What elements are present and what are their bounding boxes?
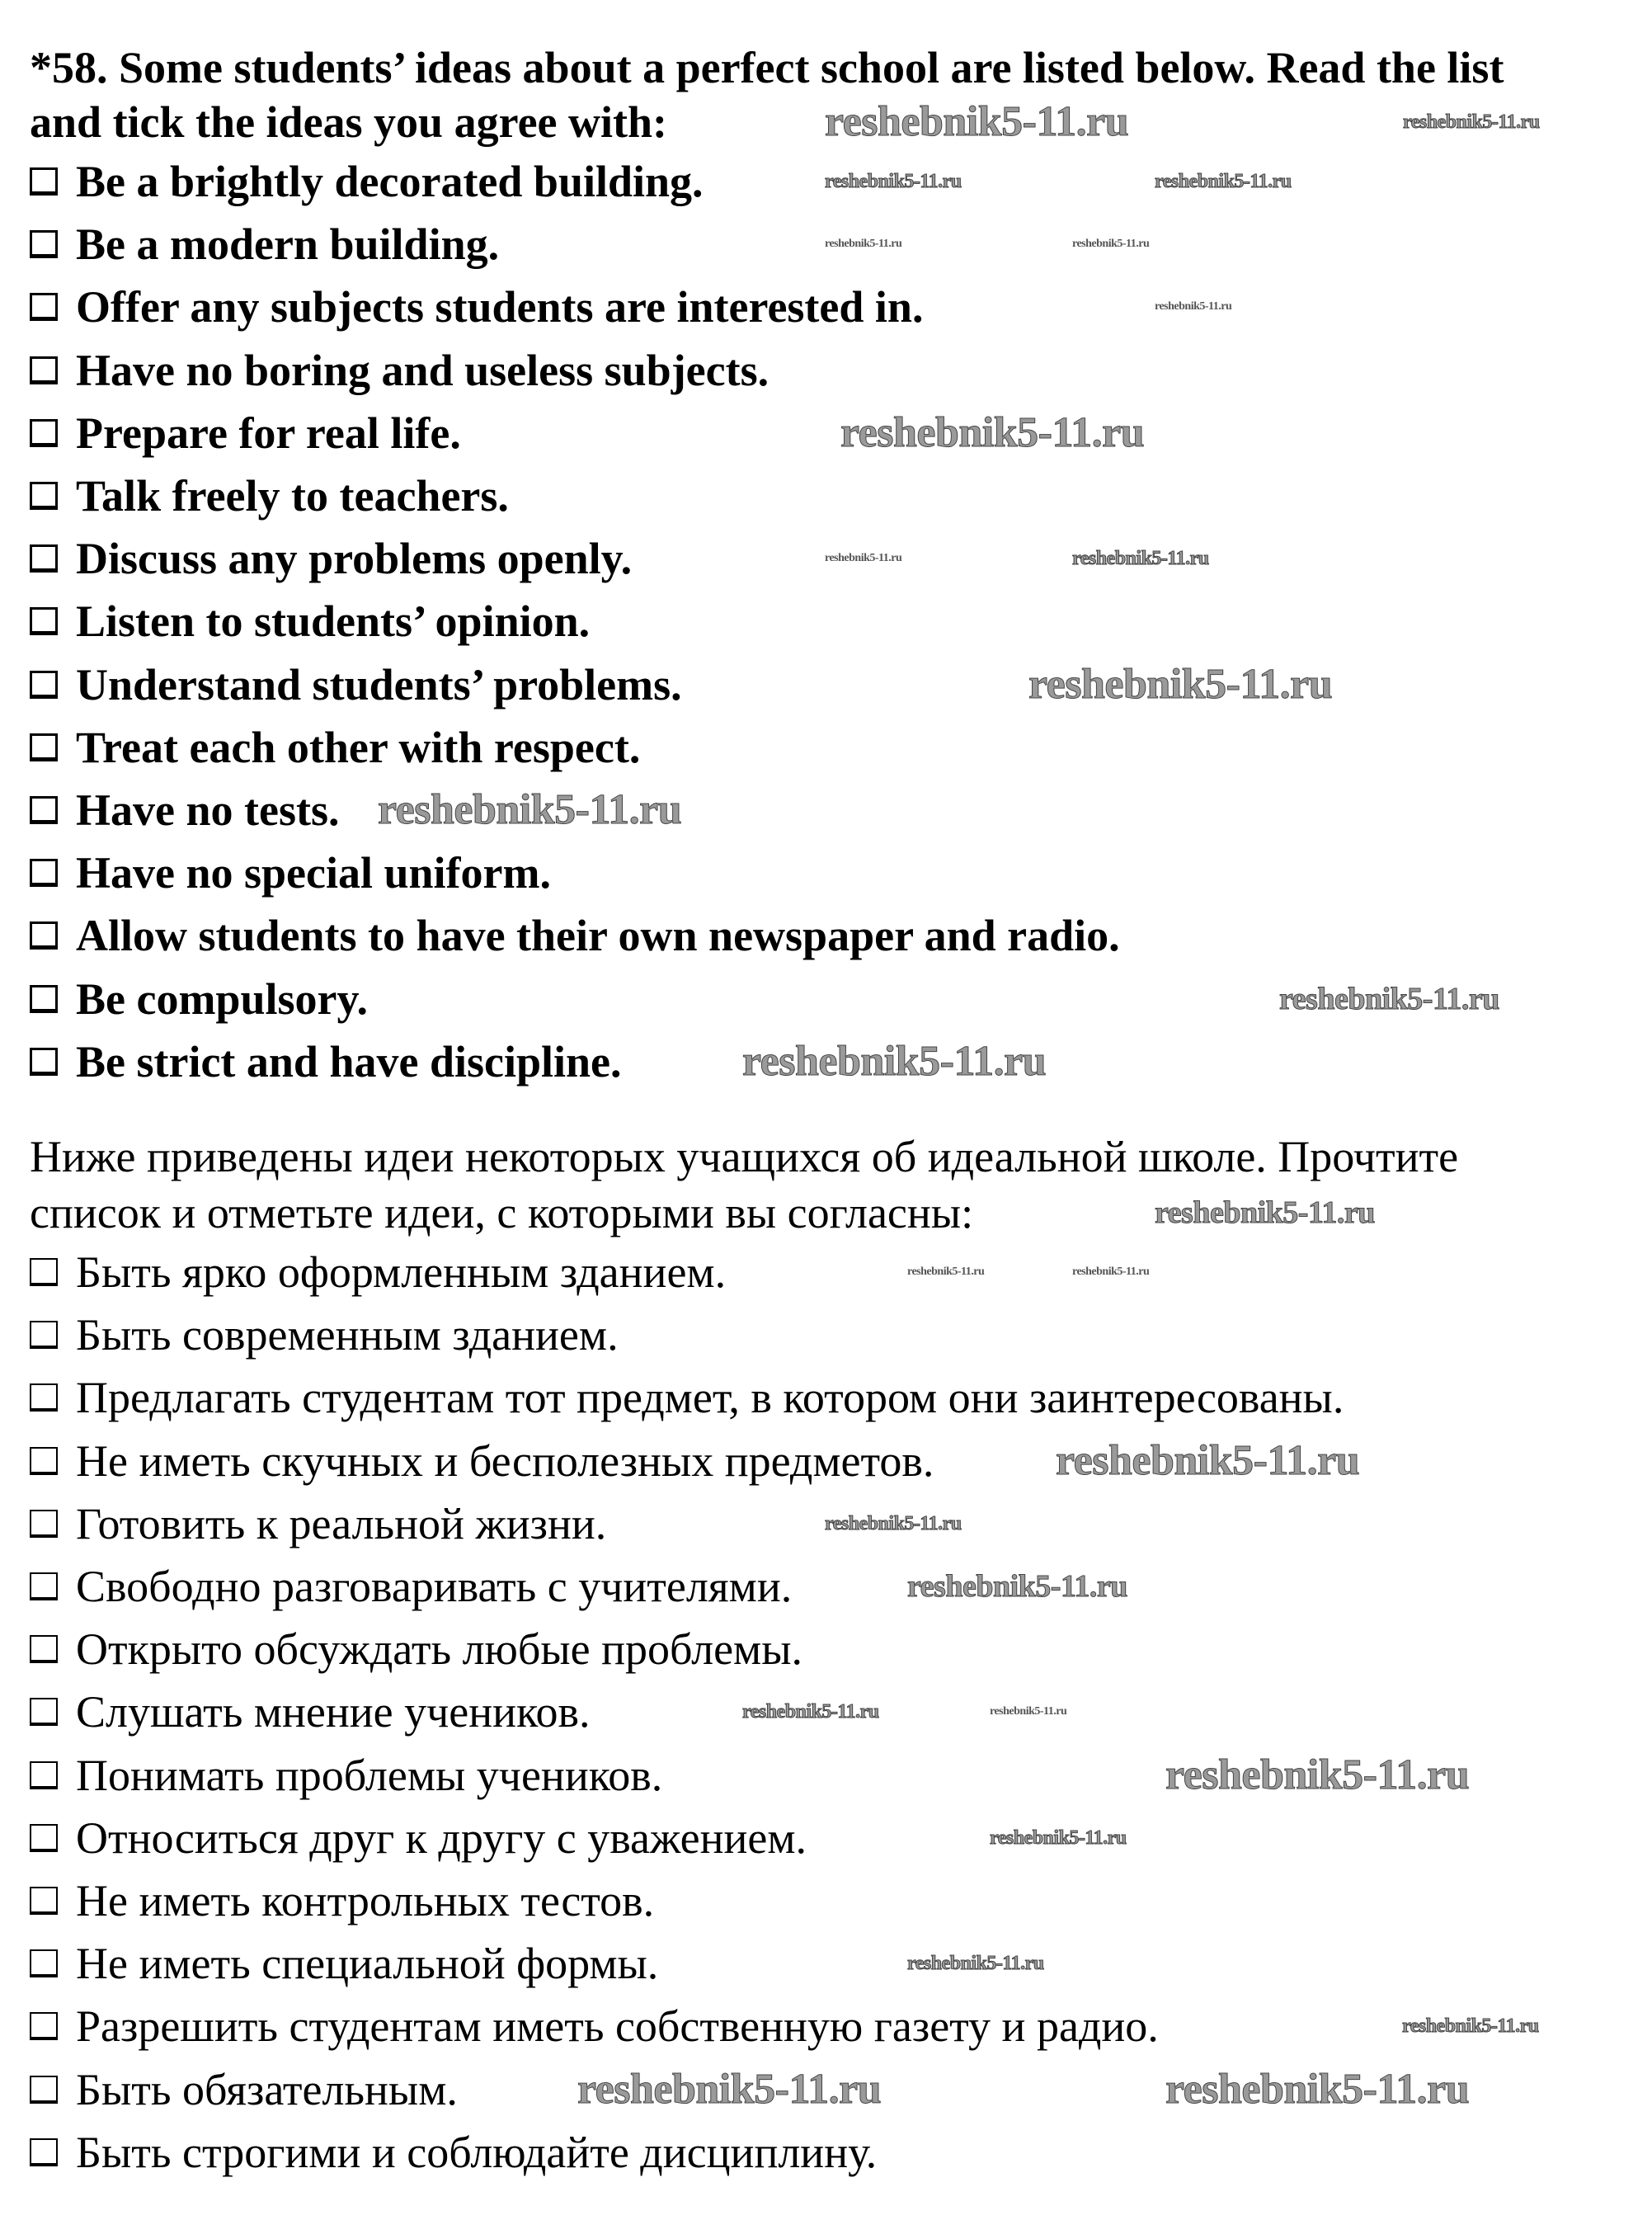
- watermark-text: reshebnik5-11.ru: [1403, 111, 1540, 133]
- checklist-item: [30, 1751, 662, 1800]
- checklist-item: [30, 1562, 792, 1611]
- checkbox[interactable]: [30, 733, 58, 761]
- checklist-item-label: Открыто обсуждать любые проблемы.: [76, 1624, 803, 1675]
- checklist-item: [30, 1373, 1344, 1422]
- watermark-text: reshebnik5-11.ru: [990, 1827, 1127, 1849]
- checklist-item: [30, 2128, 877, 2177]
- checkbox[interactable]: [30, 1949, 58, 1977]
- checklist-item-label: Be compulsory.: [76, 973, 369, 1024]
- checklist-item: [30, 1813, 807, 1863]
- exercise-heading-line-1: *58. Some students’ ideas about a perfect school are listed below. Read the list: [30, 43, 1504, 92]
- checklist-item-label: Слушать мнение учеников.: [76, 1687, 591, 1737]
- checklist-item: [30, 157, 704, 206]
- checkbox[interactable]: [30, 2012, 58, 2040]
- watermark-text: reshebnik5-11.ru: [825, 1513, 962, 1534]
- checklist-item: [30, 346, 769, 395]
- checkbox[interactable]: [30, 2138, 58, 2166]
- checklist-item: [30, 785, 339, 835]
- checklist-item-label: Offer any subjects students are interested in.: [76, 282, 924, 332]
- checkbox[interactable]: [30, 230, 58, 258]
- checkbox[interactable]: [30, 1572, 58, 1600]
- checkbox[interactable]: [30, 1321, 58, 1349]
- checklist-item: [30, 282, 923, 332]
- checklist-item: [30, 408, 461, 458]
- checklist-item: [30, 1876, 654, 1925]
- checkbox[interactable]: [30, 167, 58, 196]
- checklist-item-label: Быть обязательным.: [76, 2064, 458, 2114]
- watermark-text: reshebnik5-11.ru: [378, 786, 682, 833]
- checklist-item-label: Have no tests.: [76, 785, 340, 835]
- checklist-item-label: Разрешить студентам иметь собственную газету и радио.: [76, 2001, 1159, 2052]
- watermark-text: reshebnik5-11.ru: [577, 2066, 882, 2113]
- watermark-text: reshebnik5-11.ru: [1072, 238, 1150, 250]
- checklist-item-label: Быть строгими и соблюдайте дисциплину.: [76, 2127, 878, 2177]
- checklist-item: [30, 848, 551, 898]
- checkbox[interactable]: [30, 859, 58, 887]
- checkbox[interactable]: [30, 293, 58, 321]
- watermark-text: reshebnik5-11.ru: [840, 409, 1145, 456]
- checklist-item-label: Быть ярко оформленным зданием.: [76, 1247, 727, 1297]
- checklist-item-label: Относиться друг к другу с уважением.: [76, 1812, 807, 1863]
- checklist-item: [30, 660, 682, 709]
- watermark-text: reshebnik5-11.ru: [825, 98, 1129, 145]
- checklist-item-label: Be a modern building.: [76, 219, 500, 270]
- checklist-item-label: Discuss any problems openly.: [76, 534, 633, 584]
- russian-heading-line-2: [30, 1188, 973, 1237]
- checklist-item-label: Не иметь скучных и бесполезных предметов.: [76, 1435, 934, 1486]
- watermark-text: reshebnik5-11.ru: [1155, 300, 1232, 313]
- checkbox[interactable]: [30, 1383, 58, 1412]
- checkbox[interactable]: [30, 1510, 58, 1538]
- checkbox[interactable]: [30, 1635, 58, 1663]
- checkbox[interactable]: [30, 482, 58, 510]
- checklist-item: [30, 1436, 934, 1486]
- checkbox[interactable]: [30, 1887, 58, 1915]
- watermark-text: reshebnik5-11.ru: [1165, 2066, 1470, 2113]
- watermark-text: reshebnik5-11.ru: [1056, 1437, 1360, 1484]
- watermark-text: reshebnik5-11.ru: [1155, 171, 1292, 192]
- checkbox[interactable]: [30, 1698, 58, 1726]
- checklist-item: [30, 723, 640, 772]
- exercise-heading-line-2-text: and tick the ideas you agree with:: [30, 97, 668, 147]
- checklist-item: [30, 1247, 726, 1297]
- watermark-text: reshebnik5-11.ru: [1072, 1266, 1150, 1278]
- checklist-item: [30, 1037, 622, 1086]
- checklist-item-label: Allow students to have their own newspaper and radio.: [76, 911, 1120, 961]
- russian-heading-line-2-text: список и отметьте идеи, с которыми вы согласны:: [30, 1188, 974, 1237]
- watermark-text: reshebnik5-11.ru: [907, 1266, 985, 1278]
- checklist-item-label: Have no boring and useless subjects.: [76, 345, 770, 395]
- checklist-item: [30, 1499, 606, 1548]
- checklist-item: [30, 1624, 802, 1674]
- checkbox[interactable]: [30, 1761, 58, 1789]
- checklist-item: [30, 596, 590, 646]
- watermark-text: reshebnik5-11.ru: [1072, 548, 1209, 569]
- watermark-text: reshebnik5-11.ru: [1028, 661, 1333, 708]
- checklist-item-label: Понимать проблемы учеников.: [76, 1750, 663, 1800]
- checkbox[interactable]: [30, 2076, 58, 2104]
- watermark-text: reshebnik5-11.ru: [1155, 1195, 1375, 1230]
- checklist-item: [30, 219, 499, 269]
- watermark-text: reshebnik5-11.ru: [742, 1038, 1047, 1085]
- checkbox[interactable]: [30, 671, 58, 699]
- watermark-text: reshebnik5-11.ru: [990, 1705, 1067, 1718]
- watermark-text: reshebnik5-11.ru: [825, 171, 962, 192]
- watermark-text: reshebnik5-11.ru: [825, 552, 902, 564]
- checklist-item: [30, 1939, 658, 1988]
- checklist-item-label: Не иметь специальной формы.: [76, 1939, 659, 1989]
- watermark-text: reshebnik5-11.ru: [1165, 1751, 1470, 1798]
- watermark-text: reshebnik5-11.ru: [1402, 2015, 1539, 2037]
- checklist-item-label: Be a brightly decorated building.: [76, 157, 704, 206]
- watermark-text: reshebnik5-11.ru: [907, 1953, 1044, 1974]
- watermark-text: reshebnik5-11.ru: [742, 1701, 879, 1723]
- exercise-heading-line-2: [30, 97, 667, 147]
- checklist-item-label: Understand students’ problems.: [76, 659, 682, 709]
- checkbox[interactable]: [30, 419, 58, 447]
- checklist-item-label: Be strict and have discipline.: [76, 1036, 622, 1086]
- checkbox[interactable]: [30, 1824, 58, 1852]
- checkbox[interactable]: [30, 1447, 58, 1475]
- checkbox[interactable]: [30, 796, 58, 824]
- checkbox[interactable]: [30, 985, 58, 1013]
- checklist-item: [30, 2001, 1159, 2051]
- checkbox[interactable]: [30, 1048, 58, 1076]
- checklist-item-label: Have no special uniform.: [76, 848, 551, 898]
- checklist-item: [30, 911, 1120, 960]
- watermark-text: reshebnik5-11.ru: [1279, 982, 1499, 1016]
- checklist-item-label: Не иметь контрольных тестов.: [76, 1876, 655, 1925]
- watermark-text: reshebnik5-11.ru: [907, 1569, 1127, 1604]
- checklist-item-label: Listen to students’ opinion.: [76, 596, 591, 647]
- checkbox[interactable]: [30, 356, 58, 384]
- checklist-item: [30, 974, 368, 1024]
- checklist-item: [30, 471, 509, 521]
- checklist-item: [30, 1687, 591, 1737]
- checklist-item-label: Предлагать студентам тот предмет, в котором они заинтересованы.: [76, 1373, 1344, 1423]
- checkbox[interactable]: [30, 921, 58, 950]
- checklist-item-label: Talk freely to teachers.: [76, 471, 509, 521]
- checklist-item-label: Treat each other with respect.: [76, 722, 641, 772]
- checklist-item: [30, 2065, 458, 2114]
- checklist-item-label: Готовить к реальной жизни.: [76, 1498, 607, 1548]
- checklist-item: [30, 534, 632, 583]
- checkbox[interactable]: [30, 544, 58, 573]
- checkbox[interactable]: [30, 607, 58, 635]
- russian-heading-line-1: Ниже приведены идеи некоторых учащихся об идеальной школе. Прочтите: [30, 1132, 1459, 1181]
- checklist-item-label: Быть современным зданием.: [76, 1310, 619, 1360]
- watermark-text: reshebnik5-11.ru: [825, 238, 902, 250]
- checklist-item-label: Свободно разговаривать с учителями.: [76, 1562, 793, 1611]
- checkbox[interactable]: [30, 1258, 58, 1286]
- checklist-item: [30, 1310, 619, 1360]
- checklist-item-label: Prepare for real life.: [76, 408, 461, 458]
